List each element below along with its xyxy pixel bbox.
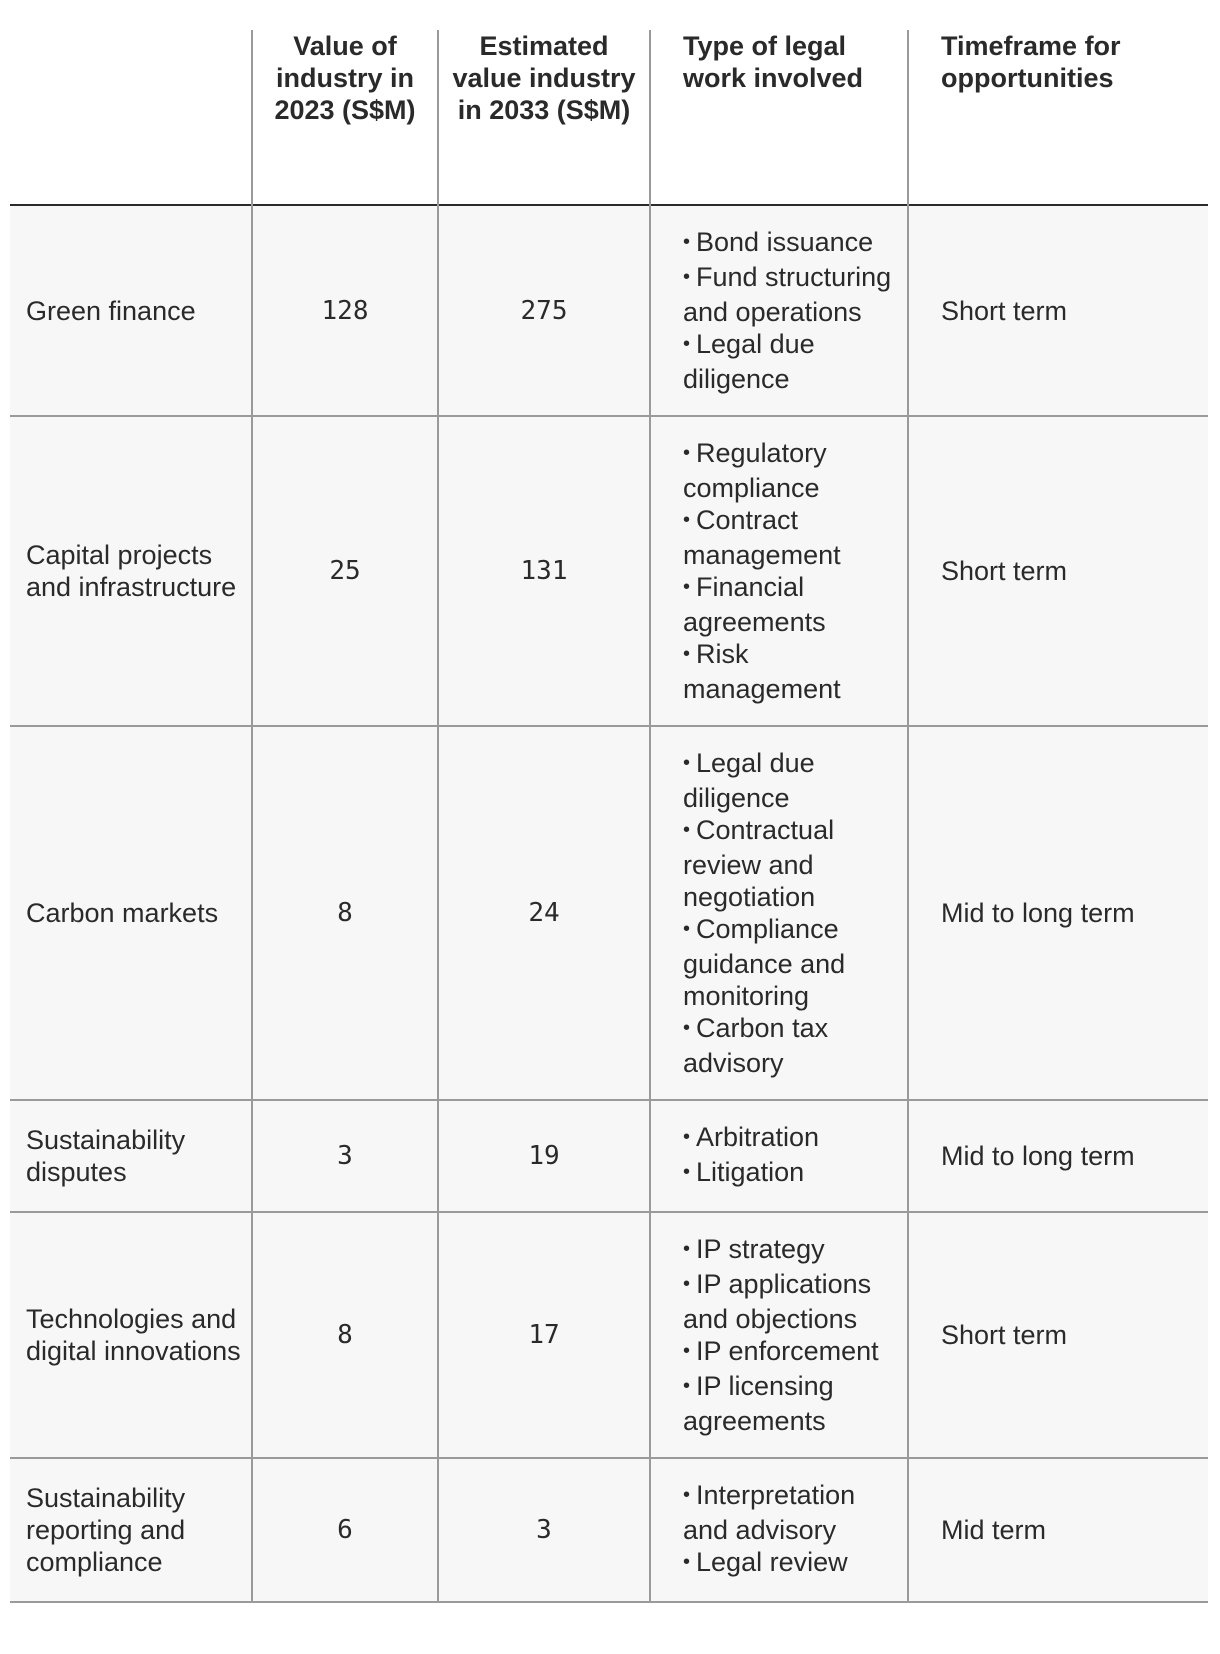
- cell-value-2023: 6: [252, 1458, 438, 1602]
- header-area: [10, 30, 252, 205]
- legal-work-text: IP licensing agreements: [683, 1371, 834, 1436]
- cell-area: Carbon markets: [10, 726, 252, 1100]
- cell-value-2023: 3: [252, 1100, 438, 1212]
- header-value-2033: Estimated value industry in 2033 (S$M): [438, 30, 650, 205]
- cell-value-2033: 131: [438, 416, 650, 726]
- table-row: [10, 1100, 1208, 1212]
- cell-value-2023: 8: [252, 726, 438, 1100]
- cell-timeframe: Short term: [908, 416, 1208, 726]
- bullet-icon: •: [683, 752, 691, 774]
- header-timeframe: Timeframe for opportunities: [908, 30, 1208, 205]
- bullet-icon: •: [683, 1375, 691, 1397]
- cell-timeframe: Short term: [908, 1212, 1208, 1458]
- cell-timeframe: Mid to long term: [908, 726, 1208, 1100]
- legal-work-item: [683, 261, 897, 328]
- cell-area: Sustainability reporting and compliance: [10, 1458, 252, 1602]
- bullet-icon: •: [683, 1126, 691, 1148]
- legal-work-item: [683, 437, 897, 504]
- legal-work-text: Bond issuance: [696, 227, 874, 257]
- cell-area: Technologies and digital innovations: [10, 1212, 252, 1458]
- legal-work-text: IP strategy: [696, 1234, 825, 1264]
- bullet-icon: •: [683, 1484, 691, 1506]
- legal-work-item: [683, 1335, 897, 1370]
- legal-work-item: [683, 1156, 897, 1191]
- bullet-icon: •: [683, 1340, 691, 1362]
- legal-work-item: [683, 226, 897, 261]
- bullet-icon: •: [683, 1238, 691, 1260]
- cell-legal-work: [650, 416, 908, 726]
- legal-work-item: [683, 913, 897, 1012]
- bullet-icon: •: [683, 1017, 691, 1039]
- legal-work-item: [683, 1012, 897, 1079]
- legal-work-item: [683, 1546, 897, 1581]
- cell-legal-work: [650, 1212, 908, 1458]
- legal-work-text: IP applications and objections: [683, 1269, 872, 1334]
- table-body: [10, 205, 1208, 1602]
- table-row: [10, 1212, 1208, 1458]
- cell-legal-work: [650, 205, 908, 416]
- legal-work-text: Fund structuring and operations: [683, 262, 892, 327]
- legal-work-item: [683, 747, 897, 814]
- header-row: [10, 30, 1208, 205]
- legal-work-text: Regulatory compliance: [683, 438, 827, 503]
- table-row: [10, 416, 1208, 726]
- legal-work-item: [683, 1370, 897, 1437]
- table-header: [10, 30, 1208, 205]
- bullet-icon: •: [683, 643, 691, 665]
- bullet-icon: •: [683, 918, 691, 940]
- legal-work-item: [683, 1233, 897, 1268]
- cell-value-2033: 24: [438, 726, 650, 1100]
- cell-timeframe: Mid term: [908, 1458, 1208, 1602]
- legal-work-item: [683, 814, 897, 913]
- header-legal-work: Type of legal work involved: [650, 30, 908, 205]
- table-row: [10, 205, 1208, 416]
- cell-timeframe: Mid to long term: [908, 1100, 1208, 1212]
- bullet-icon: •: [683, 819, 691, 841]
- cell-legal-work: [650, 726, 908, 1100]
- bullet-icon: •: [683, 231, 691, 253]
- legal-work-item: [683, 504, 897, 571]
- bullet-icon: •: [683, 1161, 691, 1183]
- legal-work-item: [683, 1479, 897, 1546]
- cell-value-2023: 8: [252, 1212, 438, 1458]
- bullet-icon: •: [683, 442, 691, 464]
- cell-value-2023: 25: [252, 416, 438, 726]
- legal-work-item: [683, 1121, 897, 1156]
- bullet-icon: •: [683, 333, 691, 355]
- cell-timeframe: Short term: [908, 205, 1208, 416]
- legal-work-text: Arbitration: [696, 1122, 820, 1152]
- bullet-icon: •: [683, 1551, 691, 1573]
- table-row: [10, 726, 1208, 1100]
- legal-work-text: Carbon tax advisory: [683, 1013, 829, 1078]
- legal-work-text: Interpretation and advisory: [683, 1480, 856, 1545]
- cell-legal-work: [650, 1458, 908, 1602]
- table-row: [10, 1458, 1208, 1602]
- bullet-icon: •: [683, 1273, 691, 1295]
- legal-work-item: [683, 328, 897, 395]
- legal-work-item: [683, 638, 897, 705]
- legal-work-text: IP enforcement: [696, 1336, 879, 1366]
- legal-opportunities-table: [10, 30, 1208, 1603]
- bullet-icon: •: [683, 266, 691, 288]
- bullet-icon: •: [683, 509, 691, 531]
- header-value-2023: Value of industry in 2023 (S$M): [252, 30, 438, 205]
- cell-area: Sustainability disputes: [10, 1100, 252, 1212]
- cell-value-2033: 3: [438, 1458, 650, 1602]
- cell-area: Green finance: [10, 205, 252, 416]
- legal-work-text: Litigation: [696, 1157, 805, 1187]
- cell-value-2033: 19: [438, 1100, 650, 1212]
- cell-legal-work: [650, 1100, 908, 1212]
- legal-work-item: [683, 571, 897, 638]
- cell-area: Capital projects and infrastructure: [10, 416, 252, 726]
- legal-work-text: Legal due diligence: [683, 748, 815, 813]
- cell-value-2023: 128: [252, 205, 438, 416]
- legal-work-item: [683, 1268, 897, 1335]
- bullet-icon: •: [683, 576, 691, 598]
- legal-work-text: Contract management: [683, 505, 841, 570]
- cell-value-2033: 17: [438, 1212, 650, 1458]
- legal-work-text: Legal due diligence: [683, 329, 815, 394]
- cell-value-2033: 275: [438, 205, 650, 416]
- legal-work-text: Risk management: [683, 639, 841, 704]
- legal-work-text: Financial agreements: [683, 572, 826, 637]
- legal-work-text: Legal review: [696, 1547, 848, 1577]
- legal-work-text: Compliance guidance and monitoring: [683, 914, 846, 1011]
- legal-work-text: Contractual review and negotiation: [683, 815, 835, 912]
